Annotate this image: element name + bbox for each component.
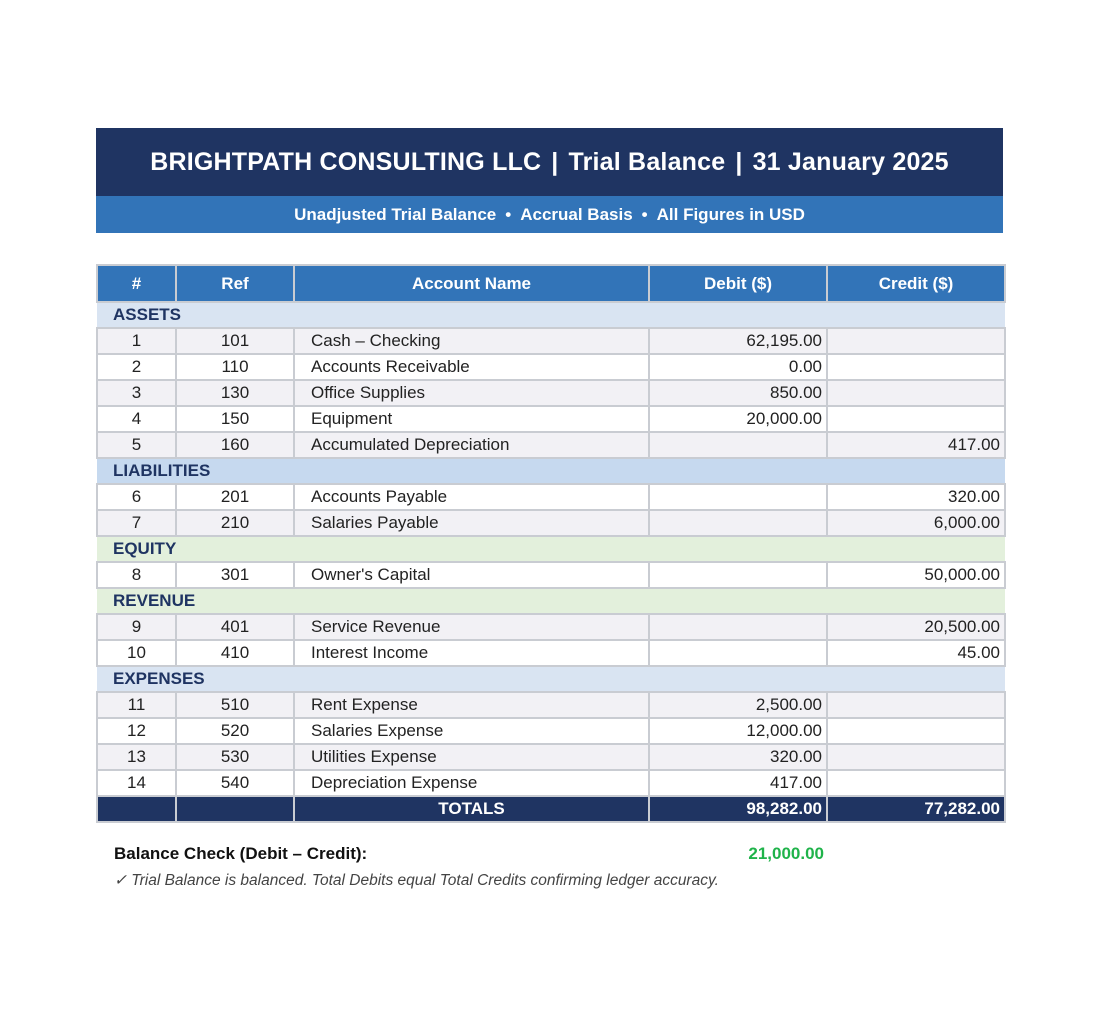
row-debit: 320.00 <box>649 744 827 770</box>
row-number: 14 <box>97 770 176 796</box>
column-header-number: # <box>97 265 176 302</box>
row-account-name: Accounts Receivable <box>294 354 649 380</box>
row-credit <box>827 744 1005 770</box>
row-number: 9 <box>97 614 176 640</box>
row-ref: 130 <box>176 380 294 406</box>
section-label: REVENUE <box>97 588 1005 614</box>
section-label: LIABILITIES <box>97 458 1005 484</box>
section-row-expenses <box>97 666 1005 692</box>
section-label: EXPENSES <box>97 666 1005 692</box>
section-row-equity <box>97 536 1005 562</box>
row-debit <box>649 614 827 640</box>
row-debit: 2,500.00 <box>649 692 827 718</box>
row-debit: 850.00 <box>649 380 827 406</box>
table-row <box>97 432 1005 458</box>
row-number: 2 <box>97 354 176 380</box>
table-row <box>97 770 1005 796</box>
row-debit: 62,195.00 <box>649 328 827 354</box>
row-ref: 210 <box>176 510 294 536</box>
row-account-name: Office Supplies <box>294 380 649 406</box>
row-account-name: Salaries Payable <box>294 510 649 536</box>
trial-balance-table <box>96 264 1006 823</box>
report-name: Trial Balance <box>568 148 726 176</box>
row-credit: 320.00 <box>827 484 1005 510</box>
row-ref: 301 <box>176 562 294 588</box>
row-ref: 201 <box>176 484 294 510</box>
section-label: ASSETS <box>97 302 1005 328</box>
balance-check-label: Balance Check (Debit – Credit): <box>114 844 368 863</box>
row-credit: 50,000.00 <box>827 562 1005 588</box>
subtitle-item: All Figures in USD <box>656 205 805 224</box>
row-number: 1 <box>97 328 176 354</box>
row-number: 11 <box>97 692 176 718</box>
title-separator: | <box>735 148 743 176</box>
table-row <box>97 562 1005 588</box>
bullet-separator: • <box>641 205 648 224</box>
row-account-name: Rent Expense <box>294 692 649 718</box>
row-credit: 6,000.00 <box>827 510 1005 536</box>
row-credit: 20,500.00 <box>827 614 1005 640</box>
section-row-liabilities <box>97 458 1005 484</box>
table-row <box>97 406 1005 432</box>
balance-note: ✓ Trial Balance is balanced. Total Debits equal Total Credits confirming ledger accuracy. <box>114 872 719 889</box>
totals-empty-cell <box>97 796 176 822</box>
row-account-name: Service Revenue <box>294 614 649 640</box>
subtitle-item: Unadjusted Trial Balance <box>294 205 497 224</box>
row-ref: 410 <box>176 640 294 666</box>
row-ref: 510 <box>176 692 294 718</box>
row-account-name: Salaries Expense <box>294 718 649 744</box>
row-ref: 530 <box>176 744 294 770</box>
row-account-name: Utilities Expense <box>294 744 649 770</box>
totals-credit: 77,282.00 <box>827 796 1005 822</box>
table-row <box>97 744 1005 770</box>
row-ref: 520 <box>176 718 294 744</box>
table-row <box>97 484 1005 510</box>
column-header-debit: Debit ($) <box>649 265 827 302</box>
section-label: EQUITY <box>97 536 1005 562</box>
row-number: 6 <box>97 484 176 510</box>
totals-label: TOTALS <box>294 796 649 822</box>
row-number: 10 <box>97 640 176 666</box>
row-debit: 12,000.00 <box>649 718 827 744</box>
totals-debit: 98,282.00 <box>649 796 827 822</box>
row-account-name: Interest Income <box>294 640 649 666</box>
company-name: BRIGHTPATH CONSULTING LLC <box>150 148 542 176</box>
table-row <box>97 692 1005 718</box>
row-number: 7 <box>97 510 176 536</box>
row-credit: 417.00 <box>827 432 1005 458</box>
totals-row <box>97 796 1005 822</box>
table-row <box>97 354 1005 380</box>
row-credit <box>827 328 1005 354</box>
row-ref: 110 <box>176 354 294 380</box>
row-credit <box>827 354 1005 380</box>
row-account-name: Cash – Checking <box>294 328 649 354</box>
report-title-bar <box>96 128 1003 196</box>
row-debit <box>649 510 827 536</box>
row-ref: 160 <box>176 432 294 458</box>
row-debit <box>649 640 827 666</box>
column-header-credit: Credit ($) <box>827 265 1005 302</box>
row-ref: 401 <box>176 614 294 640</box>
totals-empty-cell <box>176 796 294 822</box>
section-row-revenue <box>97 588 1005 614</box>
balance-check-value: 21,000.00 <box>748 844 824 863</box>
column-header-ref: Ref <box>176 265 294 302</box>
table-row <box>97 614 1005 640</box>
row-debit: 417.00 <box>649 770 827 796</box>
row-account-name: Accumulated Depreciation <box>294 432 649 458</box>
row-credit <box>827 718 1005 744</box>
row-credit <box>827 692 1005 718</box>
row-number: 13 <box>97 744 176 770</box>
row-account-name: Accounts Payable <box>294 484 649 510</box>
row-number: 5 <box>97 432 176 458</box>
row-credit <box>827 770 1005 796</box>
table-row <box>97 328 1005 354</box>
balance-check <box>114 844 824 864</box>
row-debit <box>649 484 827 510</box>
report-date: 31 January 2025 <box>752 148 949 176</box>
row-debit <box>649 562 827 588</box>
row-ref: 540 <box>176 770 294 796</box>
row-debit: 0.00 <box>649 354 827 380</box>
row-debit: 20,000.00 <box>649 406 827 432</box>
row-credit: 45.00 <box>827 640 1005 666</box>
row-account-name: Depreciation Expense <box>294 770 649 796</box>
row-account-name: Equipment <box>294 406 649 432</box>
bullet-separator: • <box>505 205 512 224</box>
title-separator: | <box>551 148 559 176</box>
subtitle-item: Accrual Basis <box>520 205 633 224</box>
report-subtitle-bar <box>96 196 1003 233</box>
table-row <box>97 640 1005 666</box>
row-ref: 101 <box>176 328 294 354</box>
row-credit <box>827 380 1005 406</box>
row-credit <box>827 406 1005 432</box>
row-number: 8 <box>97 562 176 588</box>
row-debit <box>649 432 827 458</box>
row-number: 12 <box>97 718 176 744</box>
row-number: 4 <box>97 406 176 432</box>
table-header-row <box>97 265 1005 302</box>
row-account-name: Owner's Capital <box>294 562 649 588</box>
row-number: 3 <box>97 380 176 406</box>
table-row <box>97 510 1005 536</box>
column-header-account-name: Account Name <box>294 265 649 302</box>
table-row <box>97 718 1005 744</box>
row-ref: 150 <box>176 406 294 432</box>
table-row <box>97 380 1005 406</box>
section-row-assets <box>97 302 1005 328</box>
